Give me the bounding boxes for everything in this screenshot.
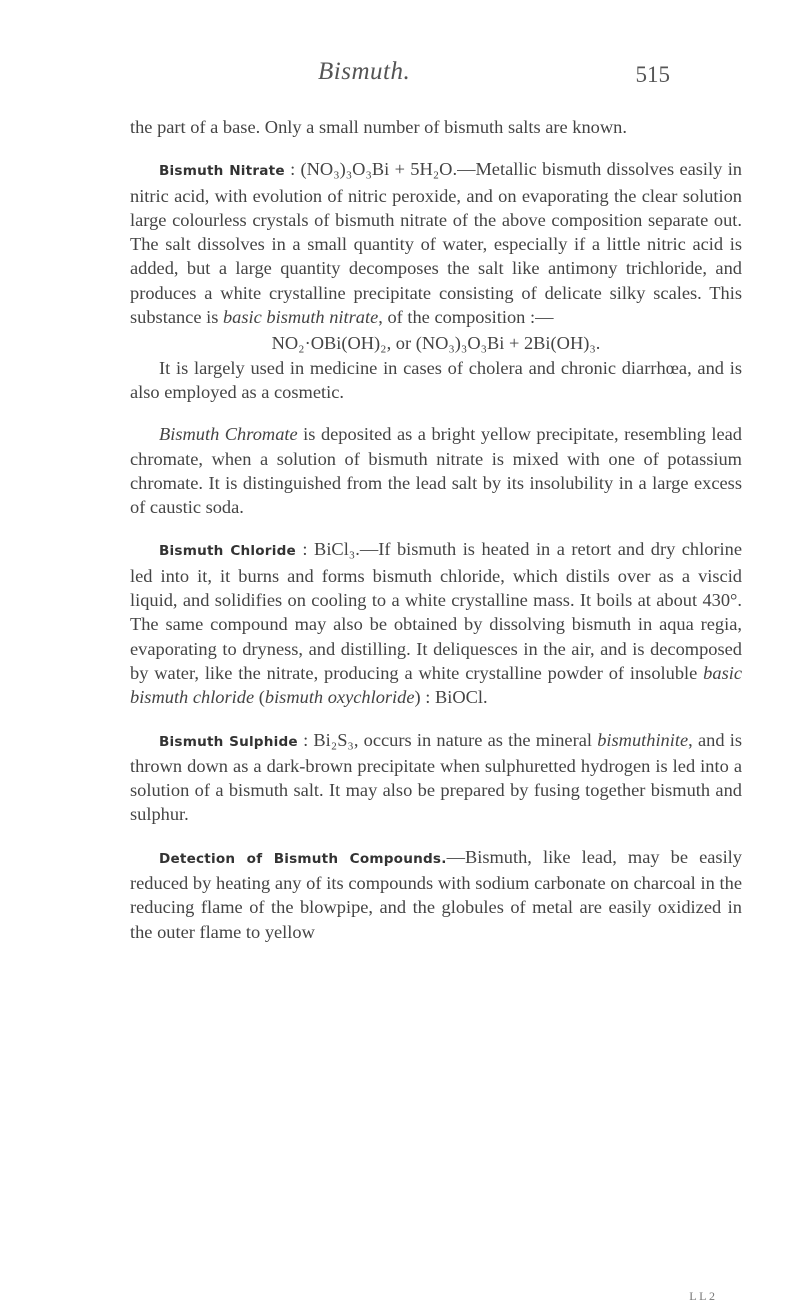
chloride-separator: : <box>295 539 315 560</box>
nitrate-formula: (NO₃)₃O₃Bi + 5H₂O. <box>300 159 458 180</box>
chromate-paragraph <box>130 422 742 519</box>
sulphide-text-1: , occurs in nature as the mineral <box>353 729 598 750</box>
chromate-text: is deposited as a bright yellow precipitate, resembling lead chromate, when a solution of bismuth nitrate is mixed with one of potassium chromate. It is distinguished from the lead salt by its insolubility in a large excess of caustic soda. <box>130 424 742 518</box>
running-head <box>0 58 800 98</box>
sulphide-formula: Bi₂S₃ <box>313 729 354 750</box>
page-number: 515 <box>635 62 670 87</box>
chromate-italic-heading: Bismuth Chromate <box>159 424 298 445</box>
nitrate-text-1: —Metallic bismuth dissolves easily in nitric acid, with evolution of nitric peroxide, and on evaporating the clear solution large colourless crystals of bismuth nitrate of the above composition separate out. The salt dissolves in a small quantity of water, especially if a little nitric acid is added, but a large quantity decomposes the salt like antimony trichloride, and produces a white crystalline precipitate consisting of delicate silky scales. This substance is <box>130 159 742 328</box>
nitrate-paragraph <box>130 157 742 329</box>
detection-text: —Bismuth, like lead, may be easily reduced by heating any of its compounds with sodium carbonate on charcoal in the reducing flame of the blowpipe, and the globules of metal are easily oxidized in the outer flame to yellow <box>130 846 742 942</box>
sulphide-paragraph <box>130 728 742 827</box>
signature-mark: L L 2 <box>689 1289 715 1303</box>
chloride-text-2: ) : BiOCl. <box>414 687 488 708</box>
chloride-heading: Bismuth Chloride <box>159 543 296 560</box>
sulphide-heading: Bismuth Sulphide <box>159 733 298 750</box>
chloride-italic-2: bismuth oxychloride <box>264 687 415 708</box>
nitrate-heading: Bismuth Nitrate <box>159 163 285 180</box>
chloride-text-1: —If bismuth is heated in a retort and dry chlorine led into it, it burns and forms bismuth chloride, which distils over as a viscid liquid, and solidifies on cooling to a white crystalline mass. It boils at about 430°. The same compound may also be obtained by dissolving bismuth in aqua regia, evaporating to dryness, and distilling. It deliquesces in the air, and is decomposed by water, like the nitrate, producing a white crystalline powder of insoluble <box>130 539 743 683</box>
sulphide-text-2: , and is thrown down as a dark-brown precipitate when sulphuretted hydrogen is led into a solution of a bismuth salt. It may also be prepared by fusing together bismuth and sulphur. <box>130 729 742 825</box>
chloride-paren-open: ( <box>254 687 265 708</box>
basic-nitrate-formula: NO₂·OBi(OH)₂, or (NO₃)₃O₃Bi + 2Bi(OH)₃. <box>271 333 601 354</box>
body-text <box>130 115 742 944</box>
nitrate-text-2: , of the composition :— <box>378 307 554 328</box>
nitrate-italic: basic bismuth nitrate <box>222 307 379 328</box>
chloride-italic-1: basic bismuth chloride <box>130 662 742 708</box>
intro-paragraph <box>130 115 742 139</box>
detection-heading: Detection of Bismuth Compounds. <box>159 850 447 867</box>
running-title: Bismuth. <box>318 58 411 85</box>
chloride-paragraph <box>130 537 742 709</box>
nitrate-separator: : <box>284 159 301 180</box>
intro-text: the part of a base. Only a small number of bismuth salts are known. <box>130 117 627 137</box>
detection-paragraph <box>130 845 742 944</box>
sulphide-italic: bismuthinite <box>597 729 689 750</box>
nitrate-usage-text: It is largely used in medicine in cases of cholera and chronic diarrhœa, and is also employed as a cosmetic. <box>130 357 742 402</box>
chloride-formula: BiCl₃. <box>314 539 360 560</box>
nitrate-usage-paragraph <box>130 356 742 405</box>
sulphide-separator: : <box>297 729 314 750</box>
